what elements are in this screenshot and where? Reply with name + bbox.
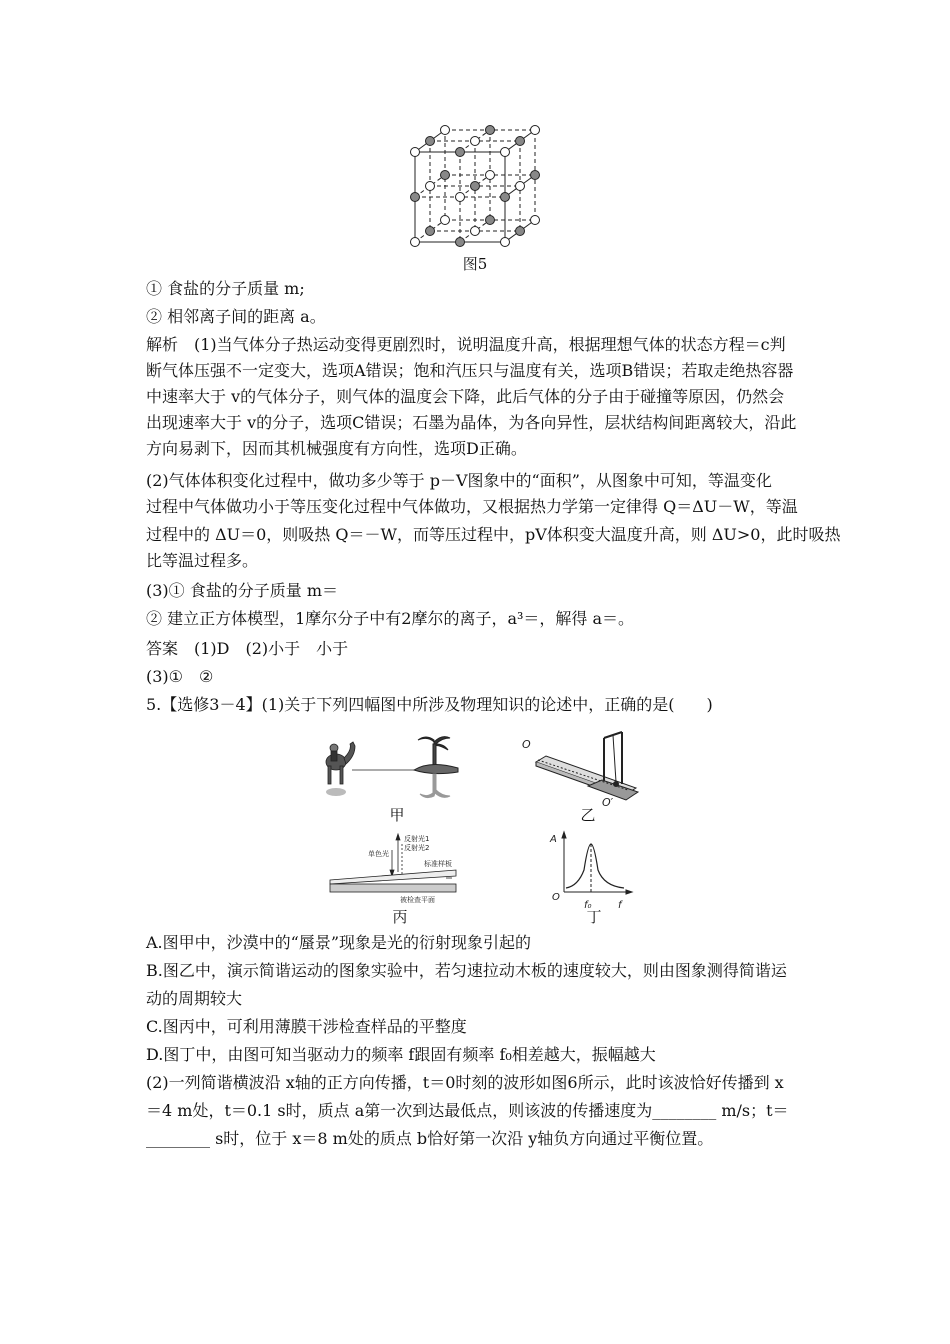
ding-origin-label: O	[552, 892, 560, 903]
text-line: 答案 (1)D (2)小于 小于	[146, 639, 349, 658]
option-a: A.图甲中，沙漠中的“蜃景”现象是光的衍射现象引起的	[146, 933, 532, 952]
option-b-continued: 动的周期较大	[146, 989, 243, 1008]
text-line: ① 食盐的分子质量 m;	[146, 279, 305, 298]
yi-origin-label: O	[522, 738, 531, 751]
text-line: (2)气体体积变化过程中，做功多少等于 p－V图象中的“面积”，从图象中可知，等温变化	[146, 471, 772, 490]
figure5-caption: 图5	[462, 255, 488, 273]
part2-line: (2)一列简谐横波沿 x轴的正方向传播，t＝0时刻的波形如图6所示，此时该波恰好传播到 x	[146, 1073, 784, 1092]
text-line: 方向易剥下，因而其机械强度有方向性，选项D正确。	[146, 439, 527, 458]
yi-oprime-label: O′	[602, 796, 614, 808]
ding-axis-a-label: A	[550, 834, 557, 845]
option-b: B.图乙中，演示简谐运动的图象实验中，若匀速拉动木板的速度较大，则由图象测得简谐运	[146, 961, 787, 980]
bing-standard-label: 标准样板	[424, 860, 452, 868]
panel-yi-label: 乙	[580, 806, 596, 824]
bing-tested-label: 被检查平面	[400, 896, 435, 904]
text-line: (3)① 食盐的分子质量 m＝	[146, 581, 339, 600]
text-line: 过程中气体做功小于等压变化过程中气体做功，又根据热力学第一定律得 Q＝ΔU－W，等温	[146, 497, 798, 516]
text-line: 中速率大于 v的气体分子，则气体的温度会下降，此后气体的分子由于碰撞等原因，仍然会	[146, 387, 785, 406]
panel-bing-thin-film	[328, 832, 463, 904]
text-line: 出现速率大于 v的分子，选项C错误；石墨为晶体，为各向异性，层状结构间距离较大，沿此	[146, 413, 797, 432]
text-line: (3)① ②	[146, 667, 214, 686]
text-line: 过程中的 ΔU＝0，则吸热 Q＝－W，而等压过程中，pV体积变大温度升高，则 ΔU>0，此时吸热	[146, 525, 841, 544]
bing-mono-label: 单色光	[368, 850, 389, 858]
text-line: ② 相邻离子间的距离 a。	[146, 307, 326, 326]
text-line: 比等温过程多。	[146, 551, 259, 570]
option-d: D.图丁中，由图可知当驱动力的频率 f跟固有频率 f₀相差越大，振幅越大	[146, 1045, 656, 1064]
part2-line: ________ s时，位于 x＝8 m处的质点 b恰好第一次沿 y轴负方向通过平衡位置。	[146, 1129, 714, 1148]
bing-reflect2-label: 反射光2	[404, 844, 430, 852]
option-c: C.图丙中，可利用薄膜干涉检查样品的平整度	[146, 1017, 467, 1036]
panel-jia-mirage	[322, 730, 462, 802]
text-line: ② 建立正方体模型，1摩尔分子中有2摩尔的离子，a³＝，解得 a＝。	[146, 609, 635, 628]
panel-ding-label: 丁	[586, 908, 602, 926]
bing-reflect1-label: 反射光1	[404, 835, 430, 843]
nacl-lattice-figure	[405, 122, 545, 247]
text-line: 断气体压强不一定变大，选项A错误；饱和汽压只与温度有关，选项B错误；若取走绝热容器	[146, 361, 794, 380]
ding-f0-label: f₀	[584, 900, 592, 911]
ding-f-label: f	[618, 900, 622, 911]
question-5-stem: 5.【选修3－4】(1)关于下列四幅图中所涉及物理知识的论述中，正确的是( )	[146, 695, 713, 714]
part2-line: ＝4 m处，t＝0.1 s时，质点 a第一次到达最低点，则该波的传播速度为________ m/s；t＝	[146, 1101, 789, 1120]
panel-jia-label: 甲	[389, 806, 405, 824]
panel-bing-label: 丙	[392, 908, 408, 926]
panel-yi-pendulum	[518, 730, 658, 808]
text-line: 解析 (1)当气体分子热运动变得更剧烈时，说明温度升高，根据理想气体的状态方程＝c判	[146, 335, 786, 354]
